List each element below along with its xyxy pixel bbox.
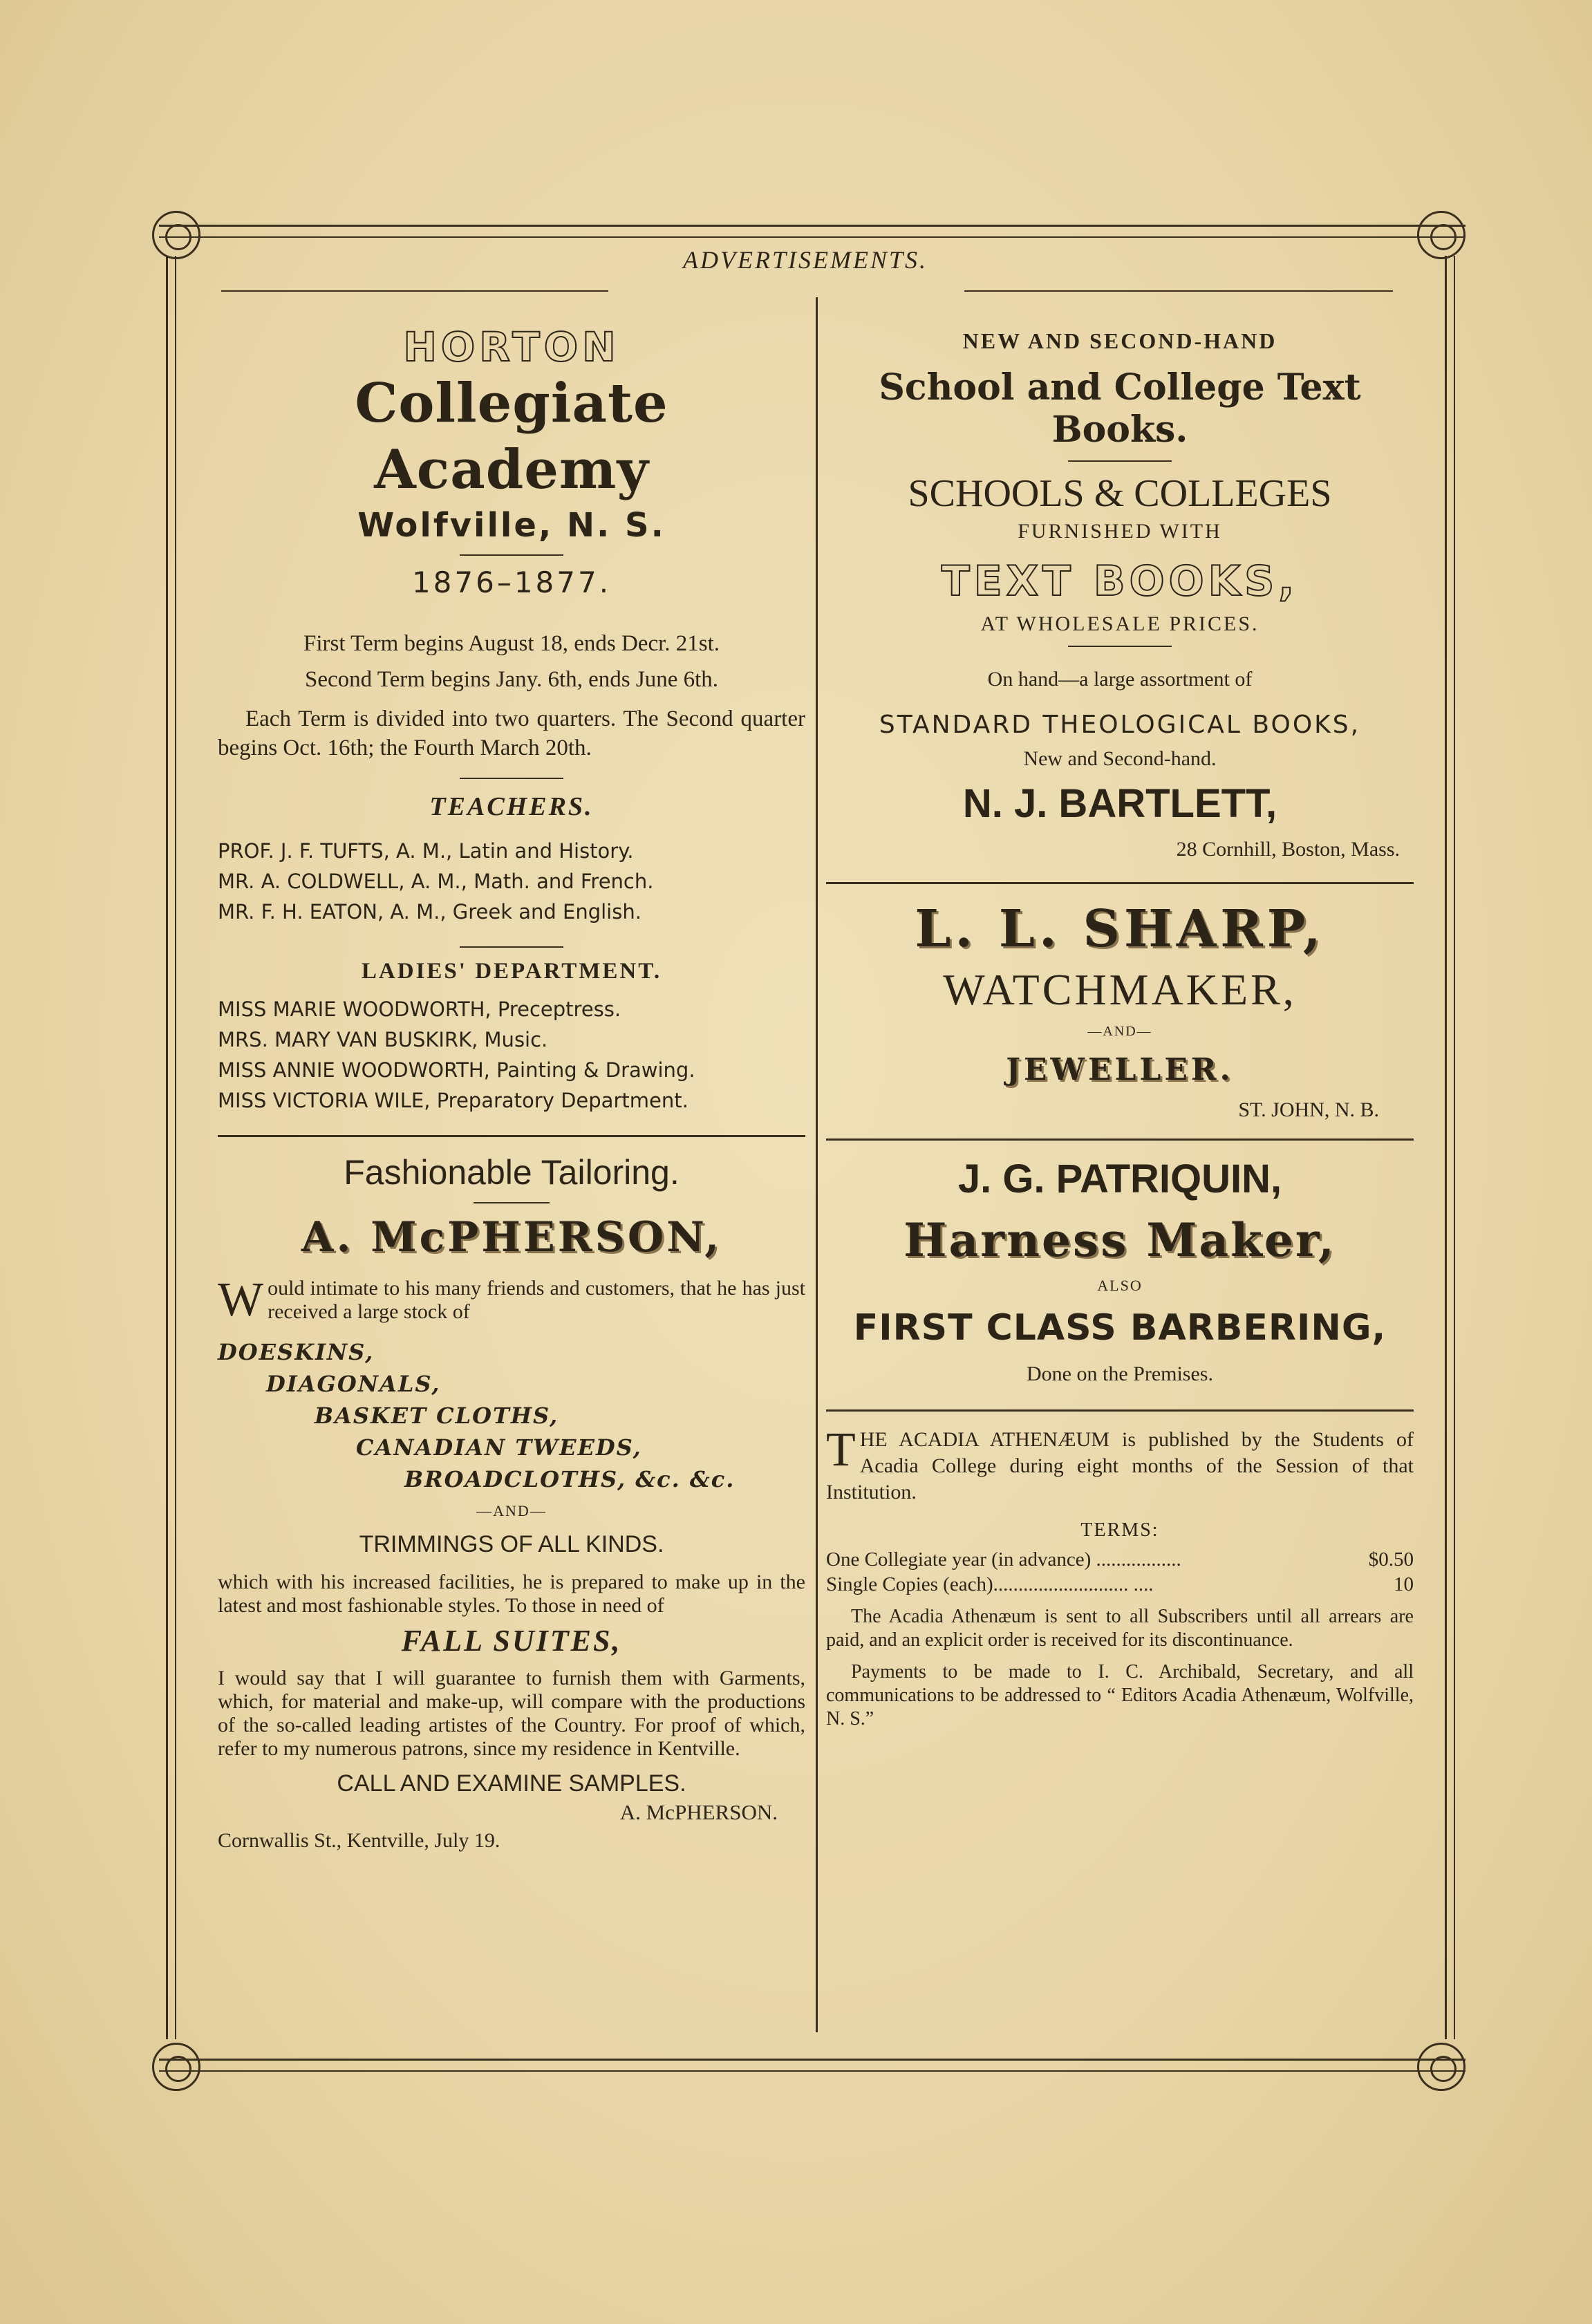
athenaeum-para1: The Acadia Athenæum is sent to all Subscribers until all arrears are paid, and an explicit order is received for its discontinuance. (826, 1606, 1414, 1651)
tailor-body2: I would say that I will guarantee to furnish them with Garments, which, for material and make-up, will compare with the productions of the so-called leading artistes of the Country. For proof of which, refer to my numerous patrons, since my residence in Kentville. (218, 1667, 805, 1760)
goods-item: BROADCLOTHS, &c. &c. (404, 1466, 736, 1492)
tailor-name: A. McPHERSON, (301, 1213, 722, 1262)
athenaeum-para2: Payments to be made to I. C. Archibald, Secretary, and all communications to be addressed to “ Editors Acadia Athenæum, Wolfville, N. S.” (826, 1661, 1414, 1730)
ladies-item: MRS. MARY VAN BUSKIRK, Music. (218, 1028, 548, 1051)
terms-row (826, 1572, 1414, 1597)
tailoring-ad (218, 1152, 805, 1853)
divider (460, 946, 563, 948)
athenaeum-intro: THE ACADIA ATHENÆUM is published by the Students of Acadia College during eight months of the Session of that Institution. (826, 1423, 1414, 1503)
ladies-heading: LADIES' DEPARTMENT. (361, 959, 662, 984)
term-quarters: Each Term is divided into two quarters. The Second quarter begins Oct. 16th; the Fourth March 20th. (218, 706, 805, 760)
corner-ornament-icon (152, 2043, 200, 2091)
books-line7: On hand—a large assortment of (987, 668, 1253, 691)
and-separator: —AND— (476, 1502, 547, 1519)
patriquin-note: Done on the Premises. (1027, 1362, 1213, 1385)
drop-cap: W (218, 1273, 264, 1327)
terms-label: Single Copies (each)........................... .... (826, 1573, 1154, 1595)
books-line3: SCHOOLS & COLLEGES (908, 472, 1332, 515)
frame-bottom-border (159, 2059, 1465, 2072)
terms-row (826, 1547, 1414, 1572)
sharp-trade2: JEWELLER. (1006, 1052, 1234, 1087)
books-line9: New and Second-hand. (1023, 747, 1217, 770)
corner-ornament-icon (152, 211, 200, 259)
books-line8: STANDARD THEOLOGICAL BOOKS, (879, 711, 1361, 739)
sharp-name: L. L. SHARP, (915, 899, 1325, 959)
bartlett-address: 28 Cornhill, Boston, Mass. (1176, 838, 1400, 861)
left-column (218, 304, 805, 2032)
academy-years: 1876–1877. (411, 565, 612, 599)
goods-list (218, 1336, 805, 1495)
ladies-item: MISS VICTORIA WILE, Preparatory Department. (218, 1089, 689, 1112)
athenaeum-notice (826, 1423, 1414, 1731)
teachers-heading: TEACHERS. (429, 792, 594, 821)
bartlett-name: N. J. BARTLETT, (962, 781, 1277, 826)
section-divider (826, 882, 1414, 884)
corner-ornament-icon (1417, 211, 1465, 259)
divider (1068, 460, 1172, 462)
teacher-item: PROF. J. F. TUFTS, A. M., Latin and History. (218, 839, 634, 863)
horton-name: HORTON (403, 324, 620, 371)
sharp-place: ST. JOHN, N. B. (1238, 1098, 1379, 1121)
patriquin-trade: Harness Maker, (903, 1213, 1336, 1267)
trimmings: TRIMMINGS OF ALL KINDS. (359, 1531, 664, 1557)
patriquin-name: J. G. PATRIQUIN, (957, 1156, 1282, 1201)
tailor-intro: Would intimate to his many friends and customers, that he has just received a large stock of (218, 1273, 805, 1327)
terms-value: $0.50 (1368, 1548, 1414, 1571)
tailor-body1: which with his increased facilities, he is prepared to make up in the latest and most fashionable styles. To those in need of (218, 1571, 805, 1617)
ladies-item: MISS MARIE WOODWORTH, Preceptress. (218, 997, 621, 1021)
teacher-item: MR. F. H. EATON, A. M., Greek and English. (218, 900, 642, 924)
teachers-list (218, 836, 805, 927)
teacher-item: MR. A. COLDWELL, A. M., Math. and French. (218, 870, 654, 893)
page-header: ADVERTISEMENTS. (683, 246, 928, 274)
fall-suites: FALL SUITES, (401, 1624, 622, 1658)
tailor-signature: A. McPHERSON. (619, 1800, 778, 1824)
divider (474, 1202, 550, 1203)
patriquin-trade2: FIRST CLASS BARBERING, (853, 1307, 1387, 1349)
books-line5: TEXT BOOKS, (941, 557, 1299, 606)
drop-cap: T (826, 1423, 856, 1477)
sharp-trade: WATCHMAKER, (943, 965, 1297, 1014)
academy-place: Wolfville, N. S. (357, 506, 666, 545)
second-term: Second Term begins Jany. 6th, ends June 6th. (304, 667, 719, 692)
academy-title: Collegiate Academy (355, 372, 668, 501)
and-separator: —AND— (1087, 1024, 1152, 1039)
tailor-address: Cornwallis St., Kentville, July 19. (218, 1829, 500, 1852)
ladies-item: MISS ANNIE WOODWORTH, Painting & Drawing. (218, 1058, 695, 1082)
sharp-ad (826, 899, 1414, 1122)
corner-ornament-icon (1417, 2043, 1465, 2091)
frame-right-border (1445, 256, 1455, 2039)
books-line2: School and College Text Books. (879, 366, 1361, 451)
ladies-list (218, 994, 805, 1116)
goods-item: DOESKINS, (218, 1339, 375, 1365)
divider (460, 554, 563, 556)
header-rule (221, 290, 608, 292)
bartlett-books-ad (826, 328, 1414, 861)
goods-item: CANADIAN TWEEDS, (356, 1434, 642, 1461)
terms-value: 10 (1394, 1573, 1414, 1595)
horton-academy-ad (218, 324, 805, 1116)
books-line1: NEW AND SECOND-HAND (962, 328, 1277, 353)
books-line4: FURNISHED WITH (1018, 520, 1222, 543)
section-divider (826, 1138, 1414, 1141)
header-rule (964, 290, 1393, 292)
terms-heading: TERMS: (1080, 1519, 1159, 1541)
goods-item: DIAGONALS, (266, 1371, 441, 1397)
call-samples: CALL AND EXAMINE SAMPLES. (337, 1770, 686, 1797)
also-separator: ALSO (1097, 1277, 1143, 1294)
tailoring-heading: Fashionable Tailoring. (344, 1153, 680, 1192)
first-term: First Term begins August 18, ends Decr. 21st. (303, 631, 720, 656)
column-divider (816, 297, 818, 2032)
section-divider (218, 1135, 805, 1137)
frame-left-border (166, 256, 176, 2039)
goods-item: BASKET CLOTHS, (315, 1403, 559, 1429)
divider (460, 778, 563, 779)
terms-label: One Collegiate year (in advance) ................. (826, 1548, 1181, 1571)
patriquin-ad (826, 1156, 1414, 1386)
right-column (826, 304, 1414, 2032)
divider (1068, 646, 1172, 647)
books-line6: AT WHOLESALE PRICES. (980, 612, 1259, 635)
section-divider (826, 1409, 1414, 1412)
frame-top-border (159, 225, 1465, 238)
